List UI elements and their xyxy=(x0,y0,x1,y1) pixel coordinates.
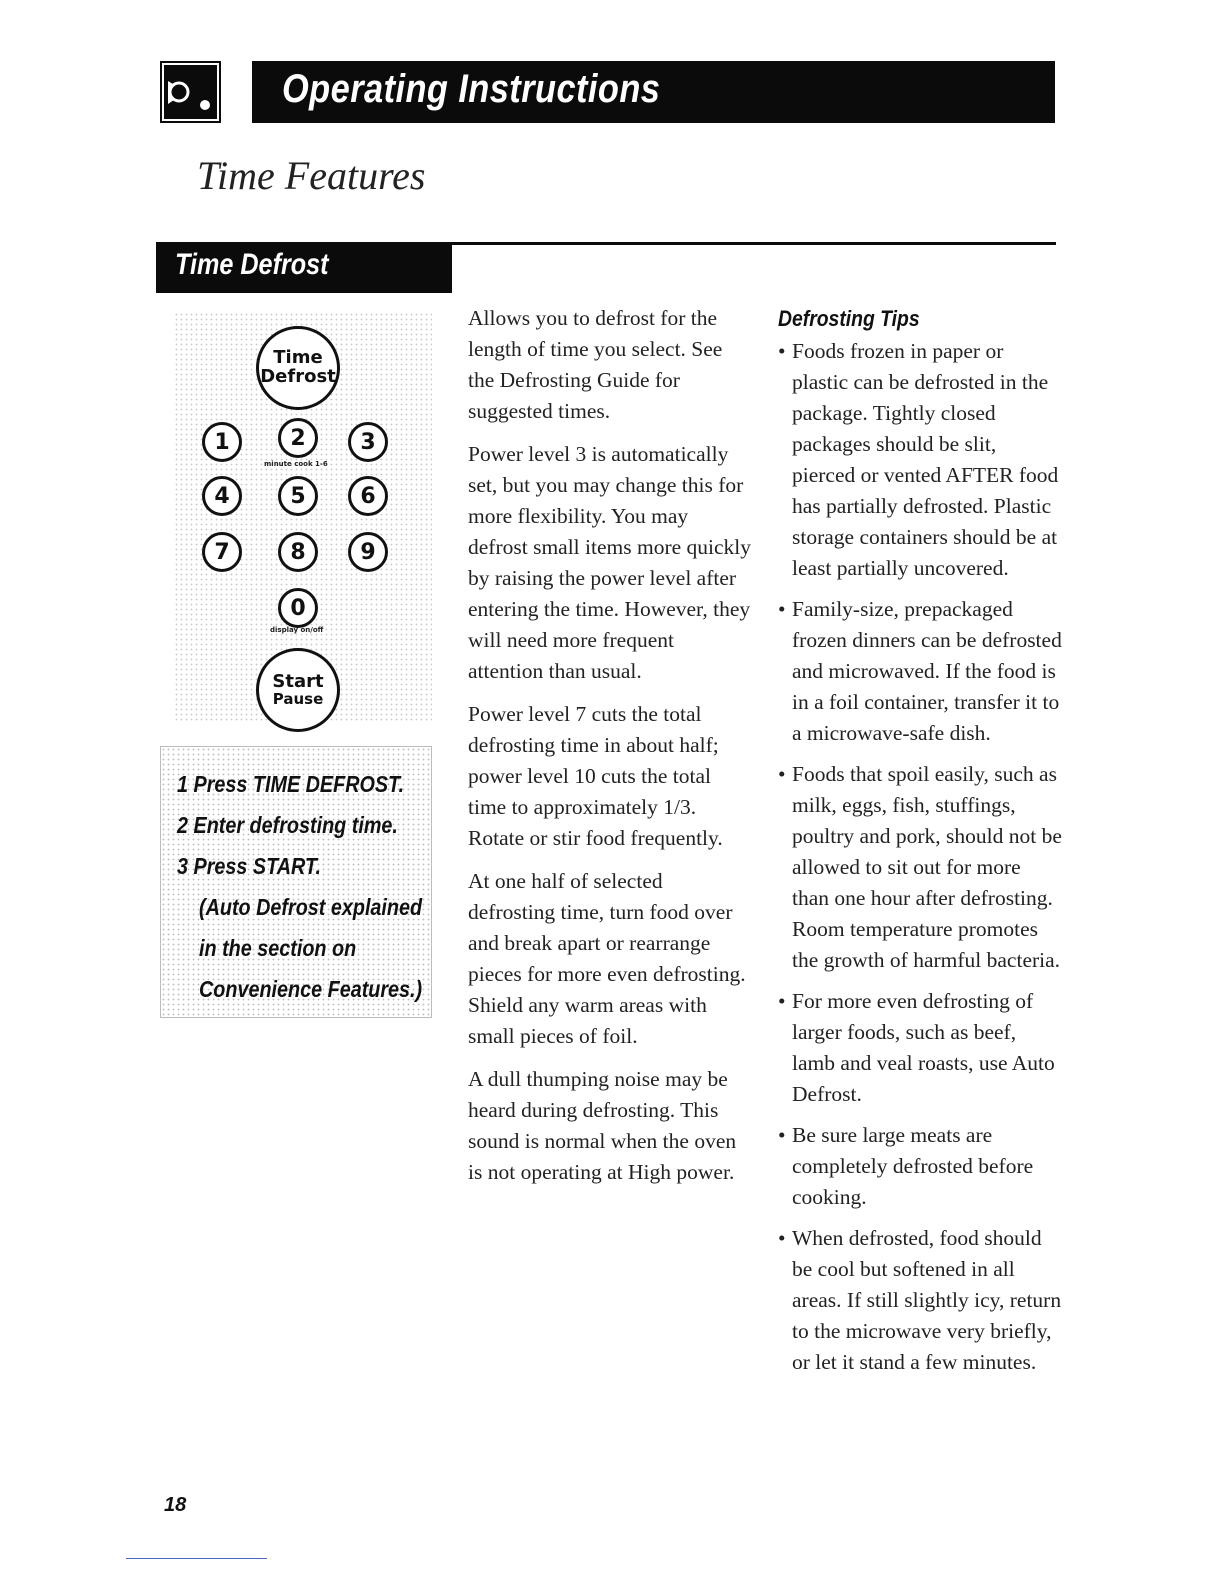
body-text-column xyxy=(468,303,753,1200)
key-8: 8 xyxy=(278,532,318,572)
tips-heading: Defrosting Tips xyxy=(778,306,920,331)
body-paragraph: Power level 7 cuts the total defrosting time in about half; power level 10 cuts the total time to approximately 1/3. Rotate or stir food frequently. xyxy=(468,702,723,850)
step-3: 3 Press START. xyxy=(177,853,322,879)
tip-item: • When defrosted, food should be cool but softened in all areas. If still slightly icy, return to the microwave very briefly, or let it stand a few minutes. xyxy=(778,1223,1063,1378)
time-defrost-key-line1: Time xyxy=(273,347,323,369)
key-5: 5 xyxy=(278,476,318,516)
body-paragraph: Allows you to defrost for the length of time you select. See the Defrosting Guide for suggested times. xyxy=(468,306,723,423)
steps-box xyxy=(160,746,432,1018)
tip-item: • Foods that spoil easily, such as milk, eggs, fish, stuffings, poultry and pork, should not be allowed to sit out for more than one hour after defrosting. Room temperature promotes the growth of harmful bacteria. xyxy=(778,759,1063,976)
footer-rule xyxy=(126,1558,267,1559)
start-key-label: Start xyxy=(272,670,324,692)
section-title: Time Features xyxy=(197,153,426,198)
tips-list xyxy=(778,336,1063,1378)
section-tab-label: Time Defrost xyxy=(175,248,329,281)
key-7: 7 xyxy=(202,532,242,572)
key-3: 3 xyxy=(348,422,388,462)
keypad-illustration xyxy=(174,312,432,722)
pause-key-label: Pause xyxy=(272,689,324,708)
body-paragraph: A dull thumping noise may be heard during defrosting. This sound is normal when the oven is not operating at High power. xyxy=(468,1067,737,1184)
tip-item: • Foods frozen in paper or plastic can be defrosted in the package. Tightly closed packages should be slit, pierced or vented AFTER food has partially defrosted. Plastic storage containers should be at least partially uncovered. xyxy=(778,336,1063,584)
page-title: Operating Instructions xyxy=(282,67,661,111)
section-tab xyxy=(156,242,452,293)
start-pause-key xyxy=(256,648,340,732)
section-icon xyxy=(160,61,221,123)
display-on-off-label: display on/off xyxy=(270,626,324,634)
step-1: 1 Press TIME DEFROST. xyxy=(177,771,405,797)
body-paragraph: Power level 3 is automatically set, but you may change this for more flexibility. You may defrost small items more quickly by raising the power level after entering the time. However, they will need more frequent attention than usual. xyxy=(468,442,752,683)
step-note-line2: in the section on xyxy=(199,935,357,961)
key-0: 0 xyxy=(278,588,318,628)
key-9: 9 xyxy=(348,532,388,572)
header-bar xyxy=(252,61,1055,123)
tip-item: • Be sure large meats are completely defrosted before cooking. xyxy=(778,1120,1063,1213)
pointing-hand-icon xyxy=(160,61,221,123)
body-paragraph: At one half of selected defrosting time, turn food over and break apart or rearrange pieces for more even defrosting. Shield any warm areas with small pieces of foil. xyxy=(468,869,746,1048)
time-defrost-key xyxy=(256,326,340,410)
key-2: 2 xyxy=(278,418,318,458)
step-2: 2 Enter defrosting time. xyxy=(177,812,398,838)
tip-item: • For more even defrosting of larger foods, such as beef, lamb and veal roasts, use Auto Defrost. xyxy=(778,986,1063,1110)
defrosting-tips-column xyxy=(778,303,1063,1388)
key-4: 4 xyxy=(202,476,242,516)
step-note-line1: (Auto Defrost explained xyxy=(199,894,423,920)
key-1: 1 xyxy=(202,422,242,462)
tip-item: • Family-size, prepackaged frozen dinners can be defrosted and microwaved. If the food is in a foil container, transfer it to a microwave-safe dish. xyxy=(778,594,1063,749)
time-defrost-key-line2: Defrost xyxy=(260,366,336,387)
page-number: 18 xyxy=(164,1494,187,1516)
step-note-line3: Convenience Features.) xyxy=(199,976,423,1002)
key-6: 6 xyxy=(348,476,388,516)
minute-cook-label: minute cook 1-6 xyxy=(264,460,328,468)
